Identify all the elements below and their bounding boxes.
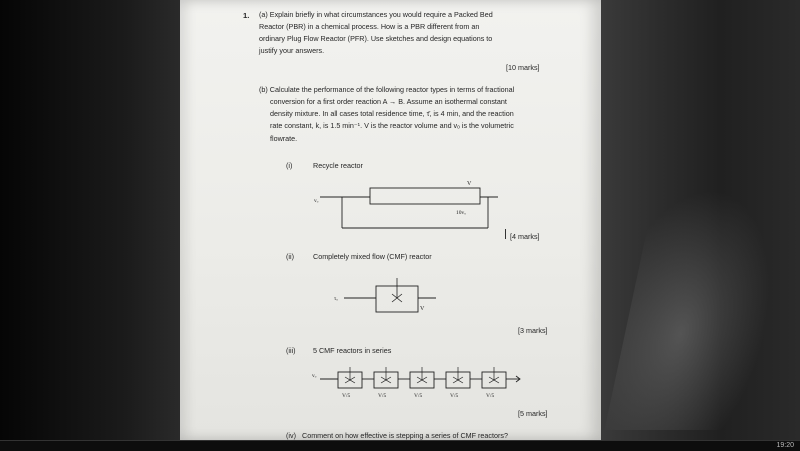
part-b-line-2: conversion for a first order reaction A → B. Assume an isothermal constant <box>270 97 507 106</box>
question-number: 1. <box>243 11 250 20</box>
text-cursor-icon <box>505 229 506 239</box>
subpart-ii-marks: [3 marks] <box>518 326 548 335</box>
part-a-marks: [10 marks] <box>506 63 540 72</box>
recycle-reactor-vessel <box>370 188 480 204</box>
subpart-iii-number: (iii) <box>286 346 296 355</box>
recycle-reactor-diagram <box>300 176 500 236</box>
subpart-i-title: Recycle reactor <box>313 161 363 170</box>
subpart-ii-title: Completely mixed flow (CMF) reactor <box>313 252 432 261</box>
recycle-flow-label: 10vₒ <box>456 210 466 216</box>
series-tank-2 <box>374 367 398 388</box>
subpart-ii-number: (ii) <box>286 252 294 261</box>
series-tank-3 <box>410 367 434 388</box>
part-b-line-3: density mixture. In all cases total residence time, τ̄, is 4 min, and the reaction <box>270 109 514 118</box>
cmf-series-diagram <box>308 364 523 404</box>
part-a-line-1: (a) Explain briefly in what circumstances you would require a Packed Bed <box>259 10 493 19</box>
part-a-line-2: Reactor (PBR) in a chemical process. How is a PBR different from an <box>259 22 480 31</box>
subpart-i-marks: [4 marks] <box>510 232 540 241</box>
series-label-1: V/5 <box>342 393 351 399</box>
subpart-iii-marks: [5 marks] <box>518 409 548 418</box>
monitor-bezel-left <box>0 0 180 450</box>
subpart-iv-title: Comment on how effective is stepping a series of CMF reactors? <box>302 431 508 440</box>
exam-document <box>180 0 601 440</box>
cmf-volume-label: V <box>420 306 425 312</box>
cmf-inlet-label: τₒ <box>334 296 338 302</box>
part-a-line-4: justify your answers. <box>259 46 325 55</box>
series-label-4: V/5 <box>450 393 459 399</box>
series-tank-4 <box>446 367 470 388</box>
cmf-reactor-diagram <box>330 274 440 319</box>
series-inlet-label: vₒ <box>312 373 317 379</box>
recycle-inlet-label: vₒ <box>314 198 319 204</box>
series-tank-1 <box>338 367 362 388</box>
part-a-line-3: ordinary Plug Flow Reactor (PFR). Use sketches and design equations to <box>259 34 493 43</box>
taskbar <box>0 440 800 451</box>
subpart-iii-title: 5 CMF reactors in series <box>313 346 392 355</box>
part-b-line-5: flowrate. <box>270 134 298 143</box>
series-label-3: V/5 <box>414 393 423 399</box>
recycle-volume-label: V <box>467 181 472 187</box>
series-label-5: V/5 <box>486 393 495 399</box>
subpart-i-number: (i) <box>286 161 293 170</box>
part-b-line-1: (b) Calculate the performance of the following reactor types in terms of fractional <box>259 85 515 94</box>
taskbar-clock[interactable]: 19:20 <box>776 442 794 449</box>
subpart-iv-number: (iv) <box>286 431 296 440</box>
series-label-2: V/5 <box>378 393 387 399</box>
series-tank-5 <box>482 367 506 388</box>
part-b-line-4: rate constant, k, is 1.5 min⁻¹. V is the reactor volume and vₒ is the volumetric <box>270 121 514 130</box>
